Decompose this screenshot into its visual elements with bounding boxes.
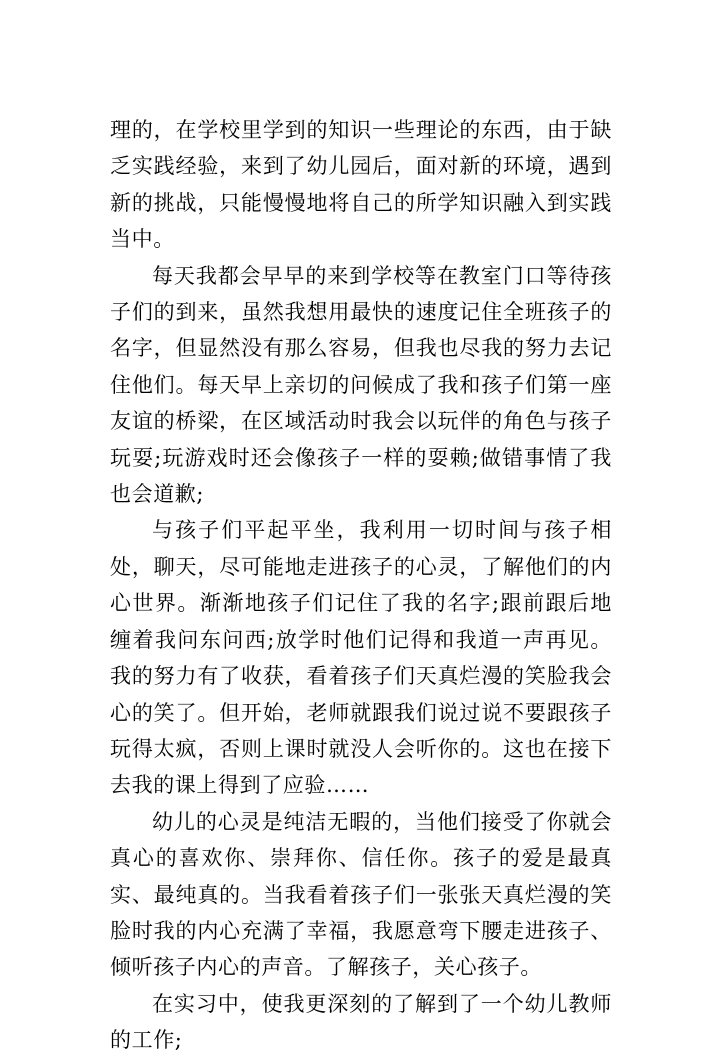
paragraph-1: 理的，在学校里学到的知识一些理论的东西，由于缺乏实践经验，来到了幼儿园后，面对新的环境，遇到新的挑战，只能慢慢地将自己的所学知识融入到实践当中。 (110, 118, 612, 252)
paragraph-3: 与孩子们平起平坐，我利用一切时间与孩子相处，聊天，尽可能地走进孩子的心灵，了解他们的内心世界。渐渐地孩子们记住了我的名字;跟前跟后地缠着我问东问西;放学时他们记得和我道一声再见。我的努力有了收获，看着孩子们天真烂漫的笑脸我会心的笑了。但开始，老师就跟我们说过说不要跟孩子玩得太疯，否则上课时就没人会听你的。这也在接下去我的课上得到了应验…… (110, 518, 612, 798)
paragraph-4: 幼儿的心灵是纯洁无暇的，当他们接受了你就会真心的喜欢你、崇拜你、信任你。孩子的爱是最真实、最纯真的。当我看着孩子们一张张天真烂漫的笑脸时我的内心充满了幸福，我愿意弯下腰走进孩子、倾听孩子内心的声音。了解孩子，关心孩子。 (110, 809, 612, 980)
paragraph-2: 每天我都会早早的来到学校等在教室门口等待孩子们的到来，虽然我想用最快的速度记住全班孩子的名字，但显然没有那么容易，但我也尽我的努力去记住他们。每天早上亲切的问候成了我和孩子们第一座友谊的桥梁，在区域活动时我会以玩伴的角色与孩子玩耍;玩游戏时还会像孩子一样的耍赖;做错事情了我也会道歉; (110, 263, 612, 507)
document-body (110, 112, 612, 1059)
paragraph-5: 在实习中，使我更深刻的了解到了一个幼儿教师的工作; (110, 991, 612, 1053)
